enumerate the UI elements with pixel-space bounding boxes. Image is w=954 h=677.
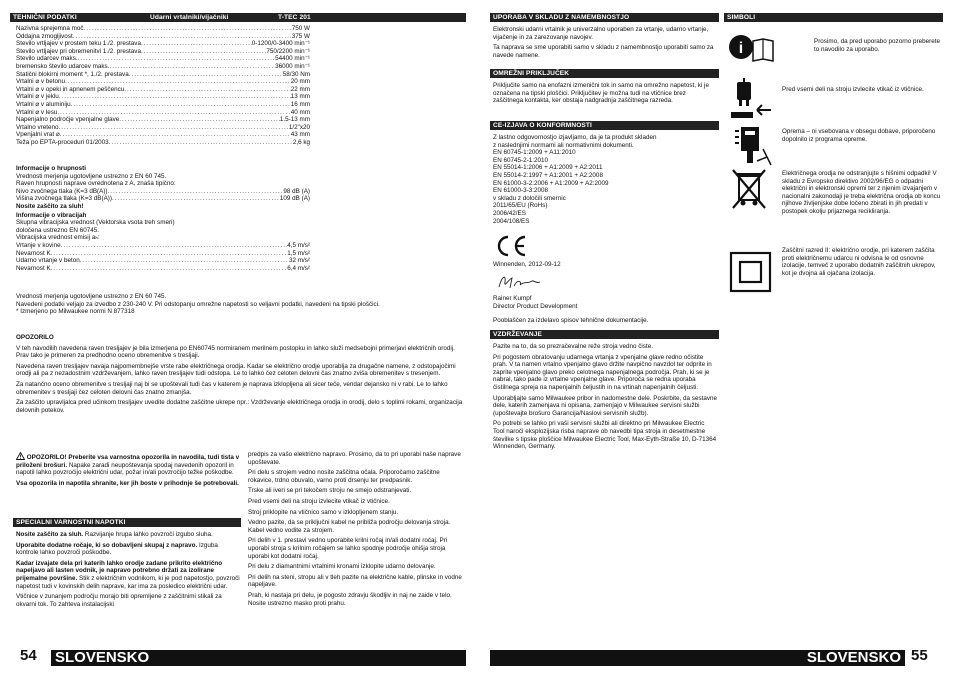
- ce-line: EN 61000-3-2:2006 + A1:2009 + A2:2009: [493, 179, 609, 187]
- waste-bin-icon: [727, 168, 774, 212]
- spec-value: 22 mm: [290, 85, 310, 93]
- spec-row: [16, 124, 310, 132]
- spec-label: Število udarcev maks.: [16, 55, 78, 63]
- noise-line: Raven hrupnosti naprave ovrednotena z A, znaša tipično:: [16, 180, 176, 188]
- spec-value: 20 mm: [290, 78, 310, 86]
- footer-language: SLOVENSKO: [806, 649, 901, 666]
- safety-text: Vtičnice v zunanjem področju morajo biti opremljene z zaščitnimi stikali za okvarni tok. To zahteva instalacijski: [16, 593, 222, 608]
- maintenance-text: [493, 343, 717, 454]
- ce-header: [490, 121, 719, 130]
- tech-data-model: T-TEC 201: [278, 14, 311, 21]
- dot-leader: [124, 86, 291, 94]
- spec-row: [16, 265, 310, 273]
- spec-label: Vrtalni ⌀ v aluminiju: [16, 100, 71, 108]
- spec-label: Število vrtljajev pri obremenitvi 1./2. prestava: [16, 47, 141, 55]
- ce-date: Winnenden, 2012-09-12: [493, 261, 561, 268]
- symbol-read-manual-text: Prosimo, da pred uporabo pozorno preberete to navodilo za uporabo.: [814, 38, 941, 53]
- spec-label: Vrtalni ⌀ v betonu: [16, 78, 66, 86]
- safety-paragraph: Prah, ki nastaja pri delu, je pogosto zdravju škodljiv in naj ne zaide v telo. Nosite ustrezno masko proti prahu.: [248, 591, 452, 607]
- tech-data-product: Udarni vrtalniki/vijačniki: [150, 14, 229, 21]
- symbols-title: SIMBOLI: [727, 14, 756, 21]
- spec-value: 750 W: [291, 25, 310, 32]
- spec-value: 4,5 m/s²: [287, 241, 310, 249]
- spec-value: 750/2200 min⁻¹: [266, 47, 310, 55]
- measurement-notes: [16, 293, 466, 316]
- maintenance-paragraph: Pri pogostem obratovanju udarnega vrtanja z vpenjalne glave redno očistite prah. V ta namen vrtalno vpenjalno glavo držite navpično navzdol ter odprite in zaprite vpenjalno glavo preko celotnega napenjalnega področja. Prah, ki se je nabral, tako pade iz vrtalne vpenjalne glave. Priporoča se redna uporaba čistilnega spreja na napenjalnih čeljustih in na vrtinah napenjalnih čeljusti.: [493, 353, 712, 391]
- noise-line: Vrednosti merjenja ugotovljene ustrezno z EN 60 745.: [16, 172, 167, 180]
- spec-value: 375 W: [291, 32, 310, 40]
- spec-value: 16 mm: [290, 100, 310, 108]
- spec-row: [16, 63, 310, 71]
- ce-line: 2006/42/ES: [493, 209, 526, 217]
- tech-data-title: TEHNIČNI PODATKI: [13, 14, 77, 21]
- special-safety-header: [13, 518, 241, 527]
- spec-value: 13 mm: [290, 93, 310, 101]
- tech-data-header: [10, 13, 466, 22]
- signatory-name: Rainer Kumpf: [493, 295, 532, 302]
- dot-leader: [51, 265, 288, 273]
- ce-line: EN 60745-2-1:2010: [493, 156, 548, 164]
- intended-use-title: UPORABA V SKLADU Z NAMEMBNOSTJO: [493, 14, 630, 21]
- signature: [496, 272, 556, 292]
- noise-title: Informacije o hrupnosti: [16, 165, 86, 172]
- dot-leader: [65, 78, 291, 86]
- measurement-note: Vrednosti merjenja ugotovljene ustrezno z EN 60 745.: [16, 293, 167, 300]
- warning-triangle-icon: [16, 454, 25, 461]
- safety-paragraph: Pri delu z diamantnimi vrtalnimi kronami izklopite udarno delovanje.: [248, 563, 436, 571]
- noise-note: Nosite zaščito za sluh!: [16, 202, 84, 210]
- warning-paragraph: Navedena raven tresljajev navaja najpomembnejše vrste rabe električnega orodja. Kadar se električno orodje uporablja za drugačne namene, z odstopajočimi orodji ali pa z nezadostnim vzdrževanjem, lahko raven tresljajev tudi odstopa. Le to lahko čez celoten delovni čas znatno zviša obremenitev s tresenjem.: [16, 362, 456, 378]
- spec-value: 98 dB (A): [283, 187, 310, 195]
- safety-paragraph: Vedno pazite, da se priključni kabel ne približa področju delovanja stroja. Kabel vedno vodite za strojem.: [248, 519, 451, 534]
- accessory-icon: [727, 125, 774, 169]
- footer-language: SLOVENSKO: [55, 649, 150, 666]
- ce-line: EN 55014-1:2006 + A1:2009 + A2:2011: [493, 164, 603, 172]
- vibration-title: Informacije o vibracijah: [16, 211, 87, 219]
- dot-leader: [108, 188, 284, 196]
- spec-value: 40 mm: [290, 108, 310, 116]
- intended-use-paragraph: Ta naprava se sme uporabiti samo v skladu z namembnostjo uporabiti samo za navede namene.: [493, 44, 714, 59]
- maintenance-paragraph: Pazite na to, da so prezračevalne reže stroja vedno čiste.: [493, 343, 653, 350]
- ce-line: EN 55014-2:1997 + A1:2001 + A2:2008: [493, 171, 603, 179]
- dot-leader: [57, 109, 290, 117]
- caution-bold: OPOZORILO! Preberite vsa varnostna opozorila in navodila, tudi tista v priloženi brošuri.: [16, 454, 240, 469]
- maintenance-paragraph: Uporabljajte samo Milwaukee pribor in nadomestne dele. Poskrbite, da sestavne dele, katerih zamenjava ni opisana, zamenjajo v Milwaukee servisni službi (upoštevajte brošuro Garancija/Naslovi servisnih služb).: [493, 394, 718, 417]
- page-number-right: 55: [911, 647, 928, 664]
- safety-paragraph: Pri delih v 1. prestavi vedno uporabite krilni ročaj in/ali dodatni ročaj. Pri uporabi stroja s krilnim ročajem se lahko spodnje področje ohišja stroja uporabi kot dodatni ročaj.: [248, 537, 448, 560]
- dot-leader: [73, 33, 292, 41]
- vibration-line: Skupna vibracijska vrednost (Vektorska vsota treh smeri): [16, 219, 175, 227]
- maintenance-paragraph: Po potrebi se lahko pri vaši servisni službi ali direktno pri Milwaukee Electric Tool naroči eksplozijska risba naprave ob navedbi tipa stroja in desetmestne številke s tipske ploščice Milwaukee Electric Tool, Max-Eyth-Straße 10, D-71364 Winnenden, Germany.: [493, 420, 717, 451]
- spec-row: [16, 250, 310, 258]
- safety-bold: Nosite zaščito za sluh.: [16, 531, 84, 538]
- spec-value: 2,6 kg: [292, 138, 310, 146]
- safety-text: Izguba kontrole lahko povzroči poškodbe.: [16, 541, 218, 557]
- warning-paragraph: Za zaščito upravljalca pred učinkom tresljajev uvedite dodatne zaščitne ukrepe npr.: Vzdrževanje električnega orodja in orodij, delo s toplimi rokami, organizacija delovnih potekov.: [16, 399, 463, 414]
- spec-row: [16, 86, 310, 94]
- spec-row: [16, 40, 310, 48]
- spec-value: 54400 min⁻¹: [275, 55, 310, 63]
- signatory-authorization: Pooblaščen za izdelavo spisov tehnične dokumentacije.: [493, 317, 649, 325]
- safety-bold: Kadar izvajate dela pri katerih lahko orodje zadane prikrito električno napeljavo ali lasten vodnik, je napravo potrebno držati za izolirane prijemalne površine.: [16, 559, 223, 582]
- spec-row: [16, 139, 310, 147]
- measurement-note: Navedeni podatki veljajo za izvedbo z 230-240 V. Pri odstopanju omrežne napetosti so veljavni podatki, navedeni na tipski ploščici.: [16, 300, 380, 308]
- special-safety-title: SPECIALNI VARNOSTNI NAPOTKI: [16, 519, 126, 526]
- page-number-left: 54: [20, 647, 37, 664]
- dot-leader: [84, 25, 292, 33]
- spec-label: Teža po EPTA-proceduri 01/2003: [16, 138, 109, 146]
- warning-section: [16, 334, 466, 417]
- mains-header: [490, 69, 719, 78]
- ce-line: EN 61000-3-3:2008: [493, 187, 548, 195]
- spec-row: [16, 78, 310, 86]
- spec-value: 1,5 m/s²: [287, 249, 310, 257]
- vibration-line: določena ustrezno EN 60745.: [16, 226, 99, 234]
- svg-text:i: i: [738, 40, 744, 57]
- spec-label: Vrtalno vreteno: [16, 123, 59, 131]
- dot-leader: [112, 195, 280, 203]
- caution-block: [16, 452, 241, 490]
- caution-keep: Vsa opozorila in napotila shranite, ker jih boste v prihodnje še potrebovali.: [16, 479, 239, 487]
- symbols-header: [724, 13, 943, 22]
- dot-leader: [141, 40, 252, 48]
- spec-value: 6,4 m/s²: [287, 264, 310, 272]
- spec-row: [16, 242, 310, 250]
- dot-leader: [61, 242, 288, 250]
- ce-line: EN 60745-1:2009 + A11:2010: [493, 149, 576, 157]
- spec-row: [16, 195, 310, 203]
- spec-row: [16, 257, 310, 265]
- symbol-unplug-text: Pred vsemi deli na stroju izvlecite vtikač iz vtičnice.: [782, 86, 924, 93]
- ce-line: Z lastno odgovornostjo izjavljamo, da je ta produkt skladen: [493, 134, 657, 141]
- special-safety-text: [16, 531, 241, 611]
- spec-row: [16, 116, 310, 124]
- ce-line: v skladu z določili smernic: [493, 194, 566, 202]
- spec-row: [16, 71, 310, 79]
- dot-leader: [51, 250, 288, 258]
- dot-leader: [60, 131, 291, 139]
- read-manual-icon: [727, 29, 774, 73]
- spec-label: Višina zvočnega tlaka (K=3 dB(A)): [16, 195, 112, 203]
- intended-use-paragraph: Elektronski udarni vrtalnik je univerzalno uporaben za vrtanje, udarno vrtanje, vijačenje in za zarezovanje navojev.: [493, 26, 709, 41]
- ce-title: CE-IZJAVA O KONFORMNOSTI: [493, 122, 592, 129]
- spec-value: 0-1200/0-3400 min⁻¹: [251, 40, 310, 48]
- safety-paragraph: Pred vsemi deli na stroju izvlecite vtikač iz vtičnice.: [248, 497, 390, 505]
- maintenance-header: [490, 330, 719, 339]
- footer-bar-left: [51, 650, 466, 666]
- ce-line: 2011/65/EU (RoHs): [493, 202, 548, 210]
- safety-paragraph: predpis za vašo električno napravo. Prosimo, da to pri uporabi naše naprave upoštevate.: [248, 451, 461, 466]
- dot-leader: [71, 101, 291, 109]
- spec-value: 58/30 Nm: [282, 70, 310, 78]
- safety-column-2: [248, 451, 466, 610]
- safety-text: Razvijanje hrupa lahko povzroči izgubo sluha.: [83, 531, 213, 538]
- ce-line: z naslednjimi normami ali normativnimi dokumenti.: [493, 141, 634, 149]
- footer-bar-right: [490, 650, 905, 666]
- dot-leader: [129, 71, 283, 79]
- safety-paragraph: Pri delu s strojem vedno nosite zaščitna očala. Priporočamo zaščitne rokavice, trdno obuvalo, varno proti drsenju ter predpasnik.: [248, 469, 440, 484]
- spec-row: [16, 48, 310, 56]
- spec-value: 32 m/s²: [289, 257, 310, 265]
- dot-leader: [109, 139, 293, 147]
- protection-class-ii-icon: [727, 250, 774, 294]
- spec-label: Nivo zvočnega tlaka (K=3 dB(A)): [16, 187, 108, 195]
- spec-value: 43 mm: [290, 131, 310, 139]
- ce-signatory: [493, 295, 717, 325]
- mains-title: OMREŽNI PRIKLJUČEK: [493, 70, 570, 77]
- spec-value: 1.5-13 mm: [279, 116, 310, 124]
- mains-paragraph: Priključite samo na enofazni izmenični tok in samo na omrežno napetost, ki je označena na tipski ploščici. Priključitev je možna tudi na vtičnice brez zaščitnega kontakta, ker obstaja nadgradnja zaščitnega razreda.: [493, 82, 709, 105]
- spec-row: [16, 25, 310, 33]
- dot-leader: [119, 116, 280, 124]
- spec-value: 36000 min⁻¹: [275, 62, 310, 70]
- safety-paragraph: Stroj priklopite na vtičnico samo v izklopljenem stanju.: [248, 508, 399, 516]
- spec-label: Vrtanje v kovine: [16, 241, 61, 249]
- intended-use-text: [493, 26, 717, 62]
- ce-declaration: [493, 134, 717, 225]
- spec-label: Nevarnost K: [16, 249, 51, 257]
- spec-list: [16, 25, 310, 147]
- warning-paragraph: V teh navodilih navedena raven tresljajev je bila izmerjena po EN60745 normiranem merilnem postopku in lahko služi medsebojni primerjavi električnih orodij. Prav tako je primeren za predhodno oceno obremenitve s tresljaji.: [16, 344, 455, 360]
- intended-use-header: [490, 13, 719, 22]
- spec-label: Vrtalni ⌀ v jeklu: [16, 93, 59, 101]
- spec-label: Vrtalni ⌀ v lesu: [16, 108, 58, 116]
- symbol-waste-text: Električnega orodja ne odstranjujte s hišnimi odpadki! V skladu z Evropsko direktivo 2002/96/EG o odpadni električni in elektronski opremi ter z njenim izvajanjem v nacionalni zakonodaji je treba električna orodja ob koncu njihove življenjske dobe ločeno zbirati in jih predati v postopek okolju prijaznega recikliranja.: [782, 170, 941, 215]
- ce-mark-logo: [494, 234, 528, 258]
- dot-leader: [109, 63, 275, 71]
- spec-value: 1/2"x20: [288, 123, 310, 131]
- dot-leader: [58, 124, 288, 132]
- spec-row: [16, 131, 310, 139]
- safety-bold: Uporabite dodatne ročaje, ki so dobavljeni skupaj z napravo.: [16, 541, 198, 549]
- dot-leader: [59, 93, 291, 101]
- spec-row: [16, 109, 310, 117]
- symbol-class-ii-text: Zaščitni razred II: električno orodje, pri katerem zaščita proti električnemu udarcu ni odvisna le od osnovne izolacije, temveč z uporabo dodatnih zaščitnih ukrepov, kot je dvojna ali ojačana izolacija.: [782, 247, 936, 277]
- spec-label: Vpenjalni vrat ⌀: [16, 131, 60, 139]
- spec-label: Udarno vrtanje v beton: [16, 257, 80, 265]
- vibration-line: Vibracijska vrednost emisij aₕ:: [16, 234, 100, 242]
- spec-label: Število vrtljajev v prostem teku 1./2. prestava: [16, 40, 141, 48]
- safety-text: Stik z električnim vodnikom, ki je pod napetostjo, povzroči napetost tudi v kovinskih delih naprave, kar ima za posledico električni udar.: [16, 574, 240, 590]
- spec-row: [16, 55, 310, 63]
- spec-row: [16, 93, 310, 101]
- spec-label: Nazivna sprejemna moč: [16, 25, 84, 32]
- spec-label: Napenjalno področje vpenjalne glave: [16, 116, 120, 124]
- caution-text: Napake zaradi neupoštevanja spodaj navedenih opozoril in napotil lahko povzročijo električni udar, požar in/ali povzročijo težke poškodbe.: [16, 461, 234, 477]
- spec-label: Nevarnost K: [16, 264, 51, 272]
- ce-line: 2004/108/ES: [493, 217, 530, 225]
- signatory-role: Director Product Development: [493, 302, 578, 310]
- symbol-accessory-text: Oprema – ni vsebovana v obsegu dobave, priporočeno dopolnilo iz programa opreme.: [782, 128, 936, 143]
- safety-paragraph: Pri delih na steni, stropu ali v tleh pazite na električne kable, plinske in vodne napeljave.: [248, 573, 462, 589]
- spec-label: bremensko število udarcev maks.: [16, 62, 110, 70]
- maintenance-title: VZDRŽEVANJE: [493, 331, 542, 338]
- noise-info: [16, 165, 310, 272]
- spec-label: Oddajna zmogljivost: [16, 32, 73, 40]
- spec-row: [16, 188, 310, 196]
- dot-leader: [141, 48, 266, 56]
- spec-value: 109 dB (A): [279, 195, 310, 203]
- spec-row: [16, 33, 310, 41]
- dot-leader: [78, 55, 276, 63]
- spec-label: Statični blokirni moment *, 1./2. prestava: [16, 70, 129, 78]
- measurement-note: * Izmerjeno po Milwaukee normi N 877318: [16, 308, 135, 316]
- spec-label: Vrtalni ⌀ v opeki in apnenem peščencu: [16, 85, 125, 93]
- spec-row: [16, 101, 310, 109]
- warning-paragraph: Za natančno oceno obremenitve s tresljaji naj bi se upoštevali tudi čas v katerem je naprava izklopljena ali sicer teče, vendar dejansko ni v rabi. Le to lahko obremenitev s tresljaji čez celoten delovni čas znatno zmanjša.: [16, 380, 448, 396]
- safety-paragraph: Trske ali iveri se pri tekočem stroju ne smejo odstranjevati.: [248, 487, 412, 495]
- dot-leader: [80, 257, 289, 265]
- mains-text: [493, 82, 717, 108]
- warning-title: OPOZORILO: [16, 334, 54, 341]
- unplug-icon: [727, 78, 774, 122]
